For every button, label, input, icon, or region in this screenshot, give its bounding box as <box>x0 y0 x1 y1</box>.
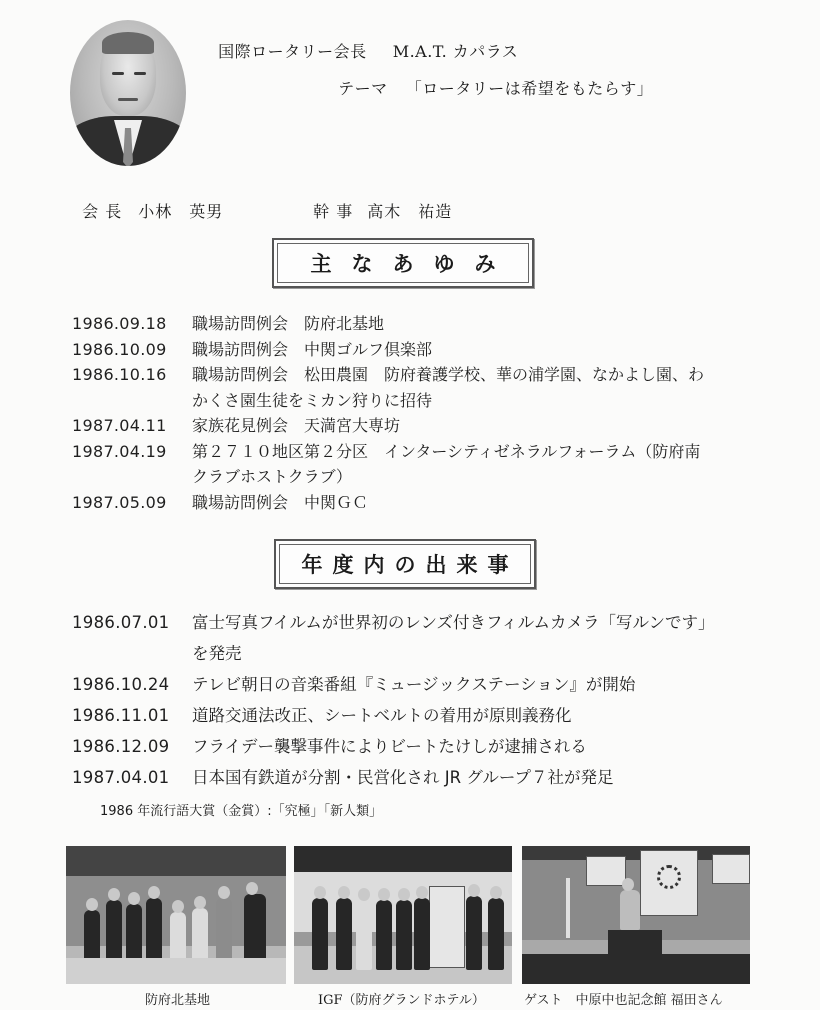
event-text-line: 職場訪問例会 松田農園 防府養護学校、華の浦学園、なかよし園、わ <box>192 365 705 384</box>
theme-label: テーマ <box>338 79 388 98</box>
secretary-name: 高木 祐造 <box>367 202 453 221</box>
event-text <box>192 700 772 731</box>
event-text-line: 職場訪問例会 中関ＧＣ <box>192 492 369 512</box>
event-text <box>192 762 772 793</box>
photo-hofu-north-base <box>66 846 286 984</box>
event-row <box>72 362 772 413</box>
theme-line <box>327 57 653 99</box>
photo-rotary-banner <box>640 850 698 916</box>
event-text <box>192 439 772 490</box>
event-date: 1987.05.09 <box>72 492 167 512</box>
year-events-list <box>72 607 772 793</box>
president-label: 会 長 <box>82 202 123 221</box>
secretary-label: 幹 事 <box>313 202 354 221</box>
event-row <box>72 669 772 700</box>
event-row <box>72 439 772 490</box>
photo-caption: 防府北基地 <box>145 993 211 1008</box>
event-text-line: 職場訪問例会 中関ゴルフ倶楽部 <box>192 339 433 359</box>
photo-person <box>376 900 392 970</box>
event-text-line: 日本国有鉄道が分割・民営化され JR グループ７社が発足 <box>192 768 614 787</box>
president-line <box>70 180 223 222</box>
event-text-line: テレビ朝日の音楽番組『ミュージックステーション』が開始 <box>192 675 636 694</box>
event-row <box>72 311 772 337</box>
theme-text: 「ロータリーは希望をもたらす」 <box>405 79 654 98</box>
buzzword-award-note: 1986 年流行語大賞（金賞）:「究極」「新人類」 <box>100 804 383 819</box>
portrait-eye <box>134 72 146 75</box>
event-date: 1986.12.09 <box>72 737 170 756</box>
photo-ceiling <box>66 846 286 876</box>
ri-president-label: 国際ロータリー会長 <box>218 42 367 61</box>
photo-banner-left <box>586 856 626 886</box>
event-text <box>192 669 772 700</box>
photo-person <box>312 898 328 970</box>
event-date: 1986.10.09 <box>72 339 167 359</box>
portrait-hair <box>102 32 154 54</box>
event-text <box>192 607 772 669</box>
photo-table <box>66 958 286 984</box>
event-text <box>192 362 772 413</box>
event-text <box>192 337 772 363</box>
event-date: 1986.10.16 <box>72 365 167 384</box>
secretary-line <box>301 180 452 222</box>
event-text-line: クラブホストクラブ） <box>192 467 352 486</box>
portrait-eye <box>112 72 124 75</box>
photo-ceiling <box>294 846 512 872</box>
main-history-list <box>72 311 772 515</box>
event-text-line: フライデー襲撃事件によりビートたけしが逮捕される <box>192 737 587 756</box>
photo-flag-pole <box>566 878 570 938</box>
section-title-year-events-text: 年度内の出来事 <box>279 544 531 584</box>
ri-president-line <box>207 20 518 62</box>
event-row <box>72 731 772 762</box>
president-portrait-photo <box>70 20 186 166</box>
event-text-line: 職場訪問例会 防府北基地 <box>192 314 385 333</box>
photo-igf-hofu-grand-hotel <box>294 846 512 984</box>
photo-banner-right <box>712 854 750 884</box>
section-title-year-events <box>274 539 536 589</box>
ri-president-name: M.A.T. カパラス <box>392 42 519 61</box>
event-row <box>72 337 772 363</box>
event-date: 1986.10.24 <box>72 675 170 694</box>
event-date: 1987.04.19 <box>72 441 167 461</box>
portrait-mouth <box>118 98 138 101</box>
photo-person <box>466 896 482 970</box>
event-date: 1986.09.18 <box>72 314 167 333</box>
event-text-line: 第２７１０地区第２分区 インターシティゼネラルフォーラム（防府南 <box>192 441 701 461</box>
photo-igf-sign <box>429 886 465 968</box>
photo-speaker <box>620 890 640 930</box>
event-text <box>192 413 772 439</box>
event-date: 1986.11.01 <box>72 706 170 725</box>
event-text-line: かくさ園生徒をミカン狩りに招待 <box>192 390 433 410</box>
event-row <box>72 490 772 516</box>
event-row <box>72 607 772 669</box>
rotary-wheel-icon <box>657 865 681 889</box>
event-text-line: を発売 <box>192 644 242 663</box>
photo-caption: IGF（防府グランドホテル） <box>318 993 485 1008</box>
event-row <box>72 762 772 793</box>
photo-person <box>336 898 352 970</box>
event-row <box>72 413 772 439</box>
event-text <box>192 731 772 762</box>
photo-person <box>414 898 430 970</box>
event-text-line: 道路交通法改正、シートベルトの着用が原則義務化 <box>192 706 572 725</box>
photo-person <box>488 898 504 970</box>
photo-person <box>356 900 372 970</box>
event-text-line: 家族花見例会 天満宮大専坊 <box>192 416 401 435</box>
photo-podium <box>608 930 662 960</box>
event-date: 1986.07.01 <box>72 613 170 632</box>
section-title-main-history <box>272 238 534 288</box>
photo-person <box>396 900 412 970</box>
section-title-main-history-text: 主なあゆみ <box>277 243 529 283</box>
photo-caption: ゲスト 中原中也記念館 福田さん <box>524 993 723 1008</box>
photo-guest-speaker <box>522 846 750 984</box>
event-text <box>192 311 772 337</box>
event-row <box>72 700 772 731</box>
event-text <box>192 490 772 516</box>
event-text-line: 富士写真フイルムが世界初のレンズ付きフィルムカメラ「写ルンです」 <box>192 613 715 632</box>
event-date: 1987.04.11 <box>72 416 167 435</box>
event-date: 1987.04.01 <box>72 768 170 787</box>
president-name: 小林 英男 <box>138 202 224 221</box>
